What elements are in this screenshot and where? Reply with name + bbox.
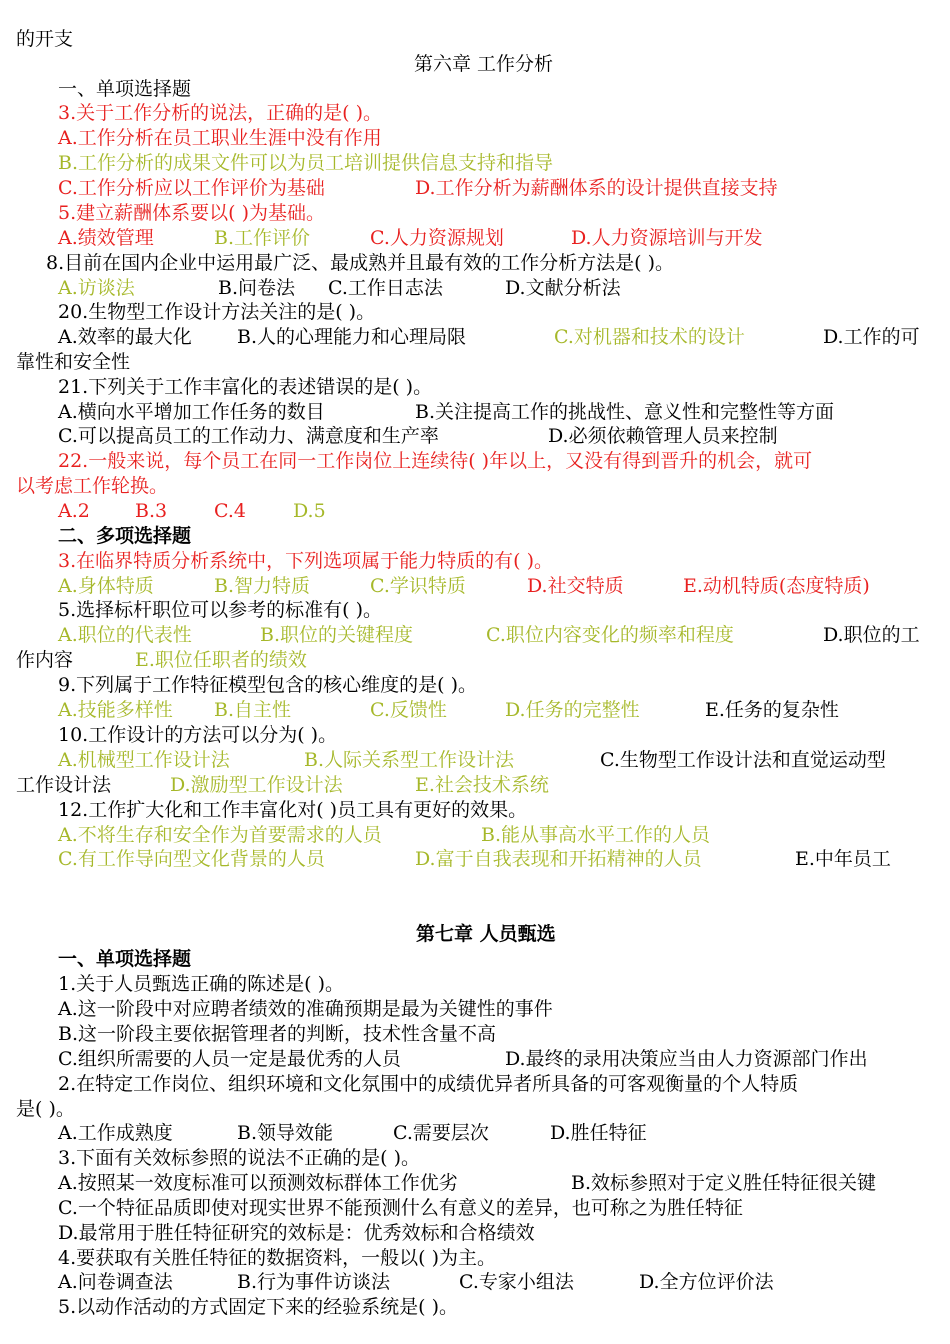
text-line	[0, 176, 950, 201]
text-segment: B.工作评价	[214, 227, 311, 249]
text-segment: D.激励型工作设计法	[170, 774, 343, 796]
text-segment: D.最常用于胜任特征研究的效标是：优秀效标和合格绩效	[58, 1222, 535, 1244]
text-segment: D.工作分析为薪酬体系的设计提供直接支持	[415, 177, 778, 199]
text-line	[0, 623, 950, 648]
text-line	[0, 1022, 950, 1047]
text-line	[0, 126, 950, 151]
text-segment: A.职位的代表性	[58, 624, 192, 646]
text-segment: 工作设计法	[16, 774, 112, 796]
text-line	[0, 424, 950, 449]
text-segment: 10.工作设计的方法可以分为( )。	[58, 724, 338, 746]
text-segment: 的开支	[16, 28, 74, 50]
text-segment: 22.一般来说，每个员工在同一工作岗位上连续待( )年以上，又没有得到晋升的机会，就可	[58, 450, 813, 472]
text-segment: 5.以动作活动的方式固定下来的经验系统是( )。	[58, 1296, 458, 1318]
text-segment: 2.在特定工作岗位、组织环境和文化氛围中的成绩优异者所具备的可客观衡量的个人特质	[58, 1073, 799, 1095]
text-segment: E.中年员工	[795, 848, 891, 870]
text-segment: E.动机特质(态度特质)	[683, 575, 870, 597]
text-segment: B.关注提高工作的挑战性、意义性和完整性等方面	[415, 401, 835, 423]
text-line	[0, 251, 950, 276]
text-segment: A.这一阶段中对应聘者绩效的准确预期是最为关键性的事件	[58, 998, 553, 1020]
text-line	[0, 1121, 950, 1146]
text-line	[0, 1270, 950, 1295]
text-segment: 9.下列属于工作特征模型包含的核心维度的是( )。	[58, 674, 477, 696]
text-segment: B.效标参照对于定义胜任特征很关键	[571, 1172, 877, 1194]
text-segment: 12.工作扩大化和工作丰富化对( )员工具有更好的效果。	[58, 799, 528, 821]
text-segment: B.问卷法	[218, 277, 296, 299]
text-segment: 是( )。	[16, 1098, 75, 1120]
text-line	[0, 1171, 950, 1196]
text-line	[0, 77, 950, 102]
text-segment: C.4	[214, 500, 246, 522]
text-line	[0, 524, 950, 549]
text-segment: C.工作分析应以工作评价为基础	[58, 177, 325, 199]
text-line	[0, 27, 950, 52]
text-line	[0, 499, 950, 524]
text-segment: B.自主性	[214, 699, 292, 721]
text-line	[0, 52, 950, 77]
text-segment: 5.建立薪酬体系要以( )为基础。	[58, 202, 325, 224]
text-segment: A.工作分析在员工职业生涯中没有作用	[58, 127, 382, 149]
text-segment: 一、单项选择题	[58, 78, 192, 100]
text-segment: 20.生物型工作设计方法关注的是( )。	[58, 301, 376, 323]
text-segment: D.人力资源培训与开发	[571, 227, 763, 249]
text-segment: B.领导效能	[237, 1122, 334, 1144]
text-line	[0, 997, 950, 1022]
text-segment: C.需要层次	[393, 1122, 489, 1144]
text-segment: C.学识特质	[370, 575, 466, 597]
text-segment: A.绩效管理	[58, 227, 154, 249]
text-line	[0, 1146, 950, 1171]
text-segment: C.专家小组法	[459, 1271, 574, 1293]
text-segment: 一、单项选择题	[58, 948, 192, 970]
text-segment: E.任务的复杂性	[705, 699, 839, 721]
text-line	[0, 350, 950, 375]
text-segment: A.效率的最大化	[58, 326, 192, 348]
text-line	[0, 226, 950, 251]
text-segment: A.技能多样性	[58, 699, 173, 721]
text-line	[0, 847, 950, 872]
text-line	[0, 648, 950, 673]
text-segment: 1.关于人员甄选正确的陈述是( )。	[58, 973, 344, 995]
text-segment: B.职位的关键程度	[260, 624, 414, 646]
text-line	[0, 1097, 950, 1122]
text-segment: 二、多项选择题	[58, 525, 192, 547]
text-line	[0, 1047, 950, 1072]
text-segment: D.职位的工	[823, 624, 920, 646]
text-segment: B.人际关系型工作设计法	[304, 749, 515, 771]
text-segment: 3.下面有关效标参照的说法不正确的是( )。	[58, 1147, 420, 1169]
text-segment: D.5	[293, 500, 326, 522]
text-line	[0, 375, 950, 400]
text-segment: 3.关于工作分析的说法，正确的是( )。	[58, 102, 382, 124]
text-line	[0, 947, 950, 972]
text-segment: A.横向水平增加工作任务的数目	[58, 401, 325, 423]
text-segment: B.智力特质	[214, 575, 311, 597]
text-line	[0, 1246, 950, 1271]
text-segment: B.能从事高水平工作的人员	[481, 824, 711, 846]
text-segment: D.全方位评价法	[639, 1271, 774, 1293]
text-line	[0, 1221, 950, 1246]
text-line	[0, 1295, 950, 1320]
text-segment: D.工作的可	[823, 326, 920, 348]
text-line	[0, 673, 950, 698]
text-segment: D.胜任特征	[550, 1122, 647, 1144]
text-line	[0, 325, 950, 350]
text-segment: 以考虑工作轮换。	[16, 475, 169, 497]
text-segment: A.机械型工作设计法	[58, 749, 230, 771]
text-line	[0, 300, 950, 325]
text-line	[0, 276, 950, 301]
text-segment: C.对机器和技术的设计	[554, 326, 745, 348]
text-segment: E.职位任职者的绩效	[135, 649, 307, 671]
text-line	[0, 449, 950, 474]
text-segment: C.职位内容变化的频率和程度	[486, 624, 734, 646]
text-segment: B.人的心理能力和心理局限	[237, 326, 467, 348]
text-line	[0, 474, 950, 499]
text-segment: 5.选择标杆职位可以参考的标准有( )。	[58, 599, 382, 621]
text-segment: D.文献分析法	[505, 277, 621, 299]
text-line	[0, 748, 950, 773]
text-line	[0, 972, 950, 997]
text-segment: D.富于自我表现和开拓精神的人员	[415, 848, 702, 870]
text-segment: D.最终的录用决策应当由人力资源部门作出	[505, 1048, 868, 1070]
text-line	[0, 101, 950, 126]
text-line	[0, 723, 950, 748]
text-segment: D.必须依赖管理人员来控制	[548, 425, 778, 447]
text-segment: A.工作成熟度	[58, 1122, 173, 1144]
text-line	[0, 1072, 950, 1097]
text-segment: A.问卷调查法	[58, 1271, 173, 1293]
text-line	[0, 773, 950, 798]
text-segment: 8.目前在国内企业中运用最广泛、最成熟并且最有效的工作分析方法是( )。	[46, 252, 674, 274]
text-segment: 第六章 工作分析	[414, 53, 554, 75]
text-segment: A.2	[58, 500, 90, 522]
text-segment: 靠性和安全性	[16, 351, 131, 373]
text-segment: E.社会技术系统	[415, 774, 549, 796]
text-line	[0, 201, 950, 226]
text-segment: 3.在临界特质分析系统中，下列选项属于能力特质的有( )。	[58, 550, 553, 572]
text-segment: A.不将生存和安全作为首要需求的人员	[58, 824, 382, 846]
text-segment: C.工作日志法	[328, 277, 443, 299]
text-line	[0, 922, 950, 947]
text-segment: C.生物型工作设计法和直觉运动型	[600, 749, 886, 771]
text-segment: A.访谈法	[58, 277, 135, 299]
text-line	[0, 798, 950, 823]
text-segment: B.这一阶段主要依据管理者的判断，技术性含量不高	[58, 1023, 497, 1045]
text-line	[0, 574, 950, 599]
text-segment: C.组织所需要的人员一定是最优秀的人员	[58, 1048, 401, 1070]
text-segment: 作内容	[16, 649, 74, 671]
text-segment: D.任务的完整性	[505, 699, 640, 721]
text-line	[0, 549, 950, 574]
text-line	[0, 1196, 950, 1221]
text-line	[0, 151, 950, 176]
text-segment: A.按照某一效度标准可以预测效标群体工作优劣	[58, 1172, 458, 1194]
text-segment: 第七章 人员甄选	[416, 923, 556, 945]
text-segment: A.身体特质	[58, 575, 154, 597]
text-segment: C.一个特征品质即使对现实世界不能预测什么有意义的差异，也可称之为胜任特征	[58, 1197, 743, 1219]
text-line	[0, 400, 950, 425]
text-segment: D.社交特质	[527, 575, 624, 597]
text-segment: B.行为事件访谈法	[237, 1271, 391, 1293]
text-line	[0, 823, 950, 848]
text-segment: C.可以提高员工的工作动力、满意度和生产率	[58, 425, 439, 447]
text-line	[0, 598, 950, 623]
text-segment: 21.下列关于工作丰富化的表述错误的是( )。	[58, 376, 433, 398]
text-segment: C.有工作导向型文化背景的人员	[58, 848, 325, 870]
text-segment: B.3	[135, 500, 168, 522]
text-line	[0, 698, 950, 723]
text-segment: 4.要获取有关胜任特征的数据资料，一般以( )为主。	[58, 1247, 496, 1269]
text-segment: B.工作分析的成果文件可以为员工培训提供信息支持和指导	[58, 152, 554, 174]
text-segment: C.反馈性	[370, 699, 447, 721]
text-segment: C.人力资源规划	[370, 227, 504, 249]
